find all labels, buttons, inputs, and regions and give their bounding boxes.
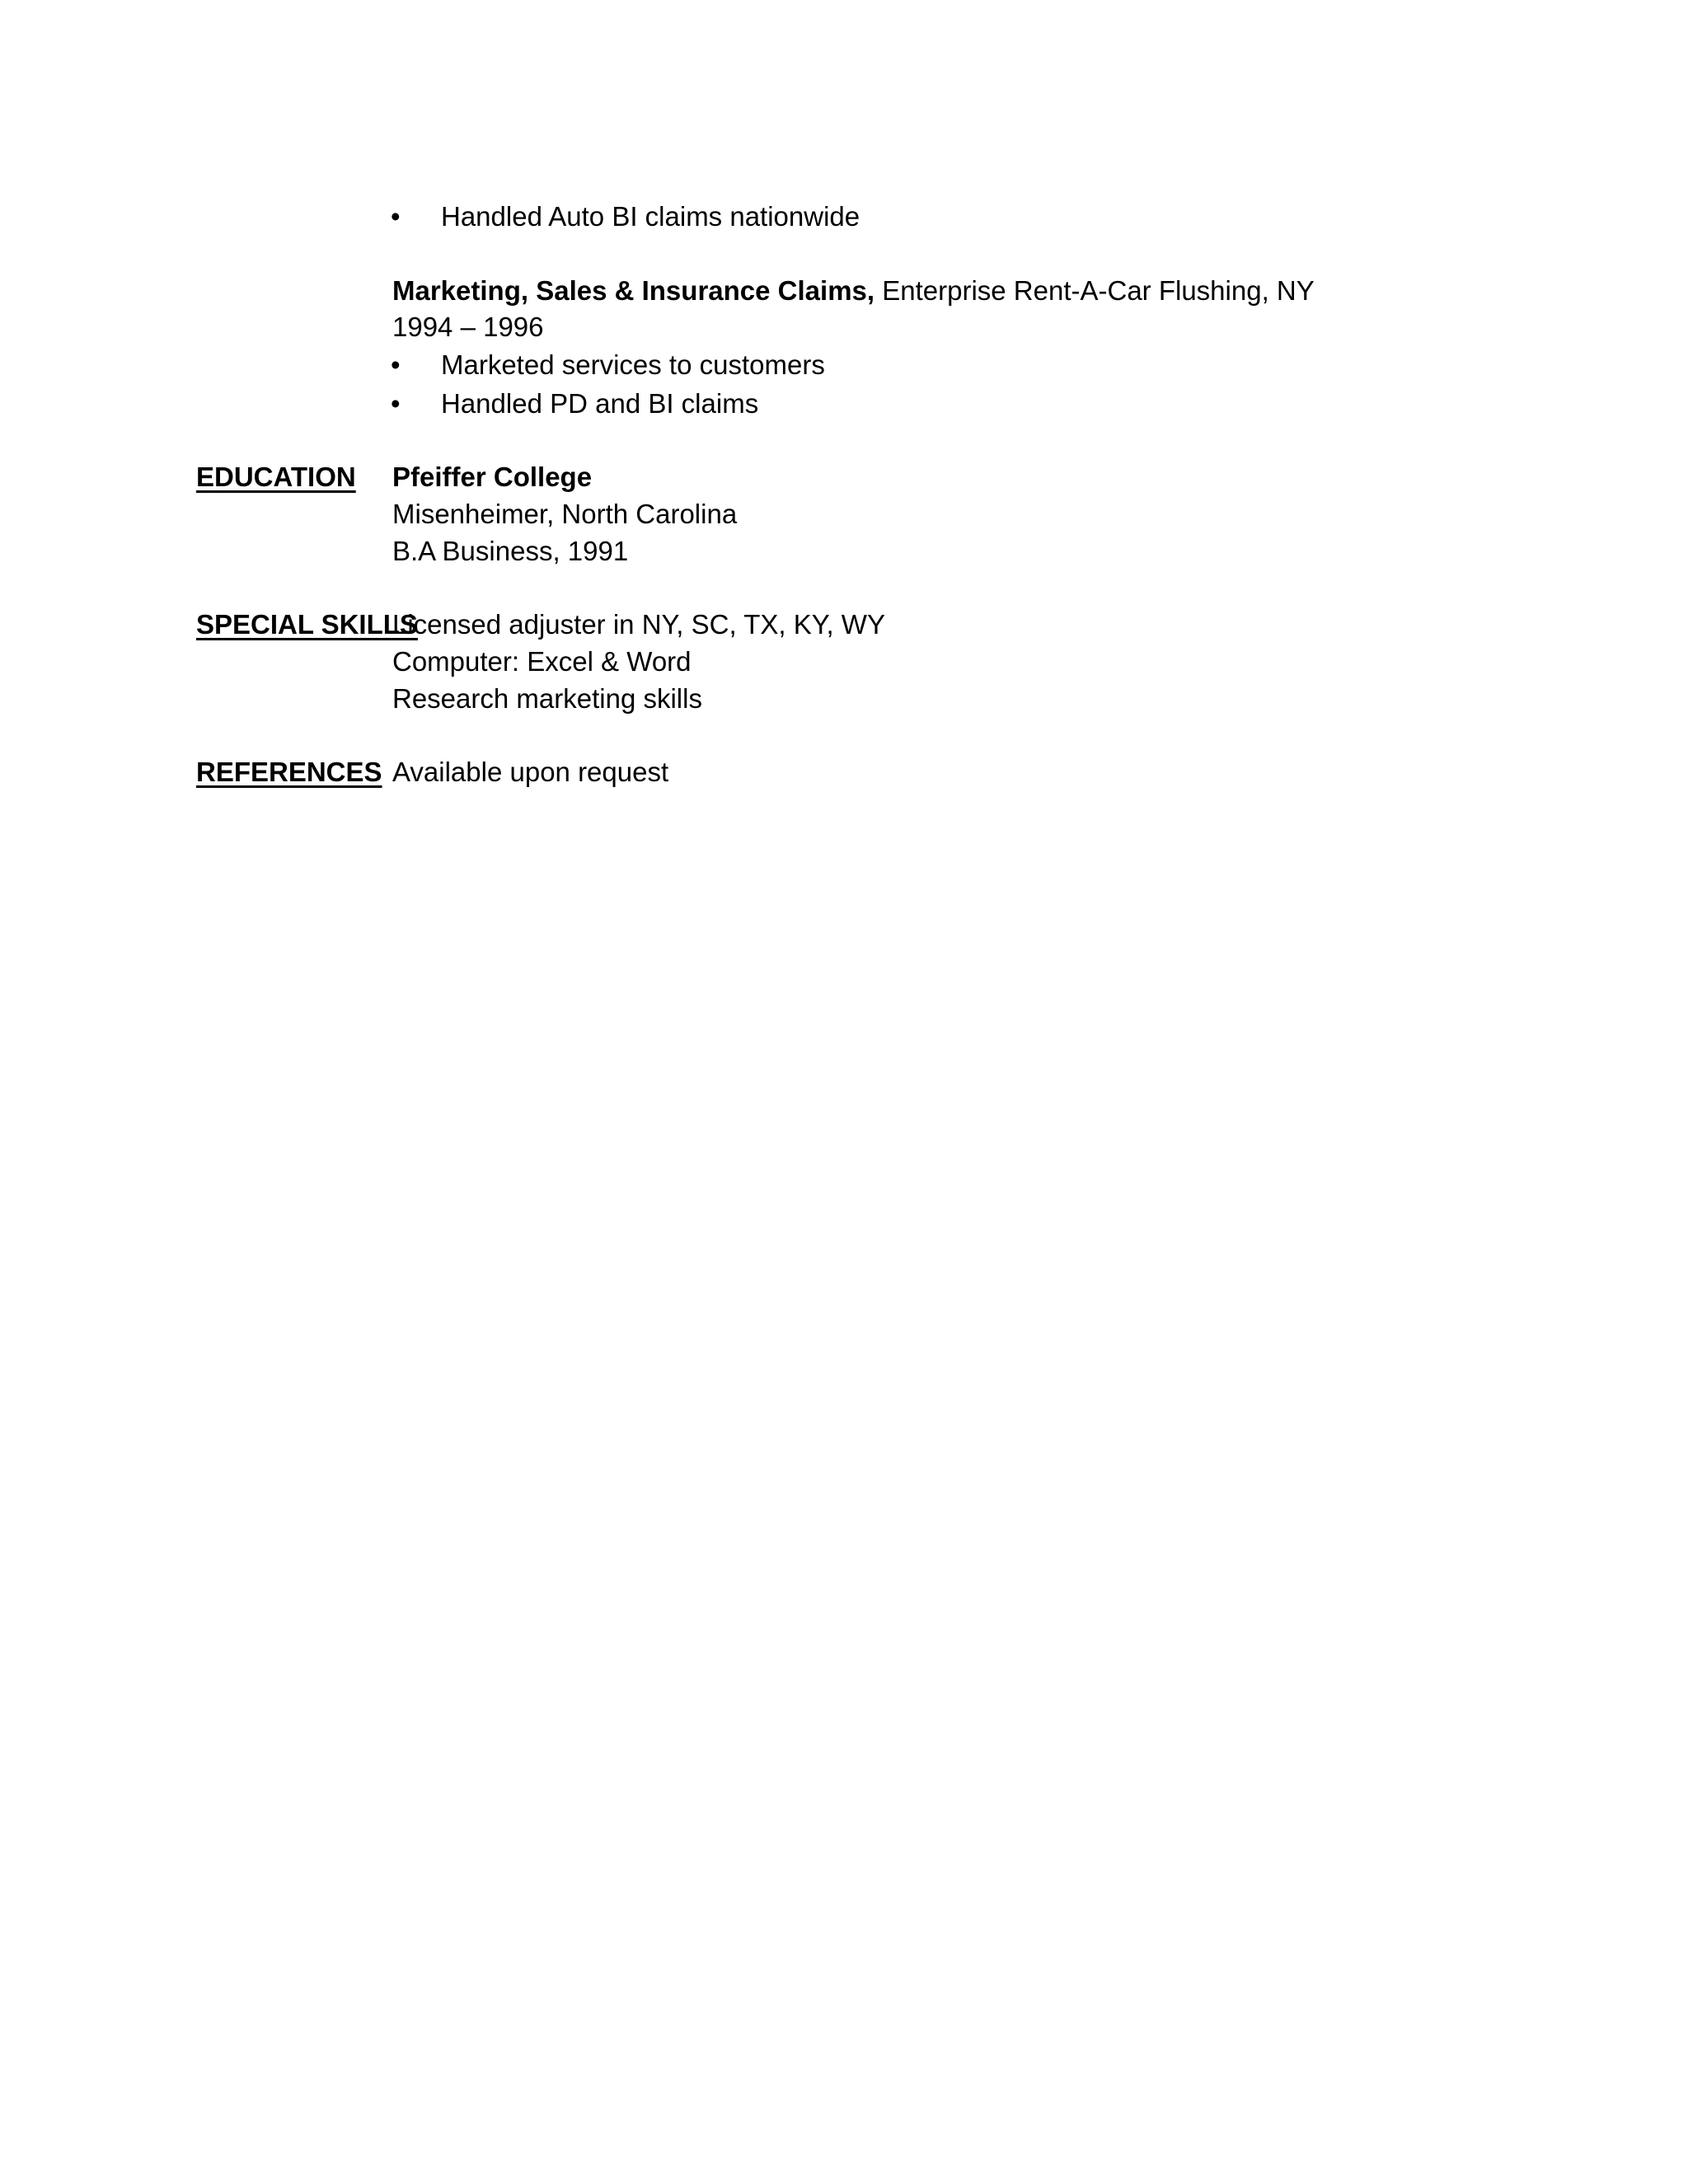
job-title: Marketing, Sales & Insurance Claims,: [392, 275, 875, 306]
job-bullet: Handled PD and BI claims: [441, 388, 759, 419]
skill-item: Computer: Excel & Word: [392, 646, 692, 677]
skill-item: Research marketing skills: [392, 683, 702, 714]
job-employer: Enterprise Rent-A-Car Flushing, NY: [874, 275, 1315, 306]
skill-item: Licensed adjuster in NY, SC, TX, KY, WY: [392, 609, 885, 640]
education-heading: EDUCATION: [196, 462, 356, 492]
education-school: Pfeiffer College: [392, 462, 593, 492]
education-degree: B.A Business, 1991: [392, 536, 629, 566]
education-location: Misenheimer, North Carolina: [392, 499, 738, 529]
special-skills-heading: SPECIAL SKILLS: [196, 609, 418, 640]
job-entry-header: [392, 272, 1315, 309]
job-dates: 1994 – 1996: [392, 312, 544, 342]
experience-bullet: Handled Auto BI claims nationwide: [441, 201, 860, 232]
bullet-symbol: •: [391, 201, 401, 232]
references-text: Available upon request: [392, 757, 669, 787]
bullet-symbol: •: [391, 349, 401, 380]
job-bullet: Marketed services to customers: [441, 349, 825, 380]
bullet-symbol: •: [391, 388, 401, 419]
references-heading: REFERENCES: [196, 757, 382, 787]
